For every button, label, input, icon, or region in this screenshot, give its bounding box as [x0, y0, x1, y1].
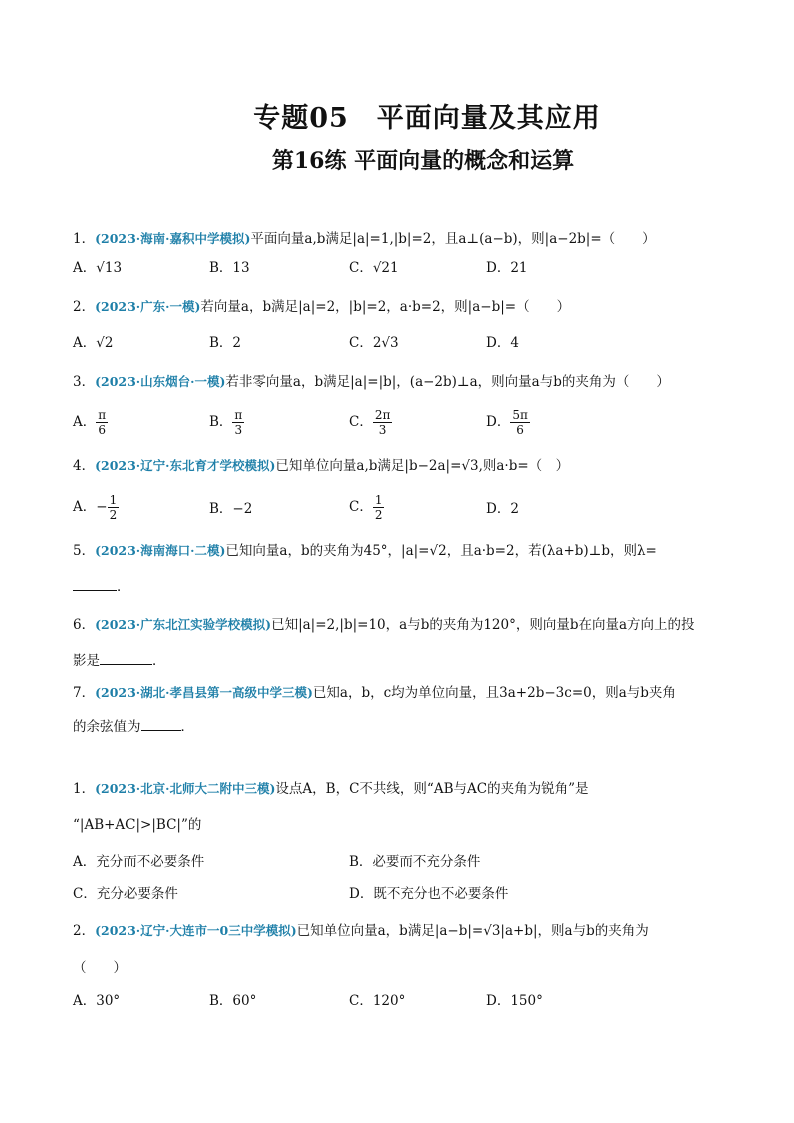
question-text: 设点A，B，C不共线，则“AB与AC的夹角为锐角”是	[275, 781, 589, 797]
part2-question-2-line2: （ ）	[73, 960, 127, 976]
question-source: (2023·广东北江实验学校模拟)	[95, 617, 272, 632]
fraction: $\frac{\pi}{6}$	[98, 408, 107, 437]
option-b: B． $\frac{\pi}{3}$	[209, 408, 243, 437]
question-7: 7．(2023·湖北·孝昌县第一高级中学三模)已知a，b，c均为单位向量，且3a+2b−3c=0，则a与b夹角	[73, 685, 676, 701]
option-b: B．−2	[209, 501, 253, 517]
question-text: 已知单位向量a，b满足|a−b|=√3|a+b|，则a与b的夹角为	[296, 923, 649, 939]
option-c: C． $\frac{1}{2}$	[349, 493, 383, 522]
part2-question-1: 1．(2023·北京·北师大二附中三模)设点A，B，C不共线，则“AB与AC的夹角为锐角”是	[73, 781, 589, 797]
question-source: (2023·广东·一模)	[95, 299, 201, 314]
question-5: 5．(2023·海南海口·二模)已知向量a，b的夹角为45°，|a|=√2，且a·b=2，若(λa+b)⊥b，则λ=	[73, 543, 657, 559]
part2-question-2: 2．(2023·辽宁·大连市一0三中学模拟)已知单位向量a，b满足|a−b|=√3|a+b|，则a与b的夹角为	[73, 923, 649, 939]
fraction: $\frac{2\pi}{3}$	[374, 408, 391, 437]
option-c: C． $\frac{2\pi}{3}$	[349, 408, 391, 437]
option-d: D． $\frac{5\pi}{6}$	[486, 408, 528, 437]
question-text: 若非零向量a，b满足|a|=|b|，(a−2b)⊥a，则向量a与b的夹角为（ ）	[225, 374, 670, 390]
question-2-options	[73, 331, 733, 357]
option-b: B．必要而不充分条件	[349, 854, 481, 870]
option-c: C．120°	[349, 993, 406, 1009]
question-source: (2023·北京·北师大二附中三模)	[95, 781, 276, 796]
option-d: D．4	[486, 335, 519, 351]
question-text: 已知|a|=2,|b|=10，a与b的夹角为120°，则向量b在向量a方向上的投	[271, 617, 695, 633]
question-6: 6．(2023·广东北江实验学校模拟)已知|a|=2,|b|=10，a与b的夹角为120°，则向量b在向量a方向上的投	[73, 617, 695, 633]
question-3-options	[73, 408, 733, 442]
answer-blank[interactable]	[141, 716, 181, 731]
option-a: A．√2	[73, 335, 114, 351]
question-source: (2023·湖北·孝昌县第一高级中学三模)	[95, 685, 313, 700]
question-4: 4．(2023·辽宁·东北育才学校模拟)已知单位向量a,b满足|b−2a|=√3,则a·b=（ ）	[73, 458, 570, 474]
fraction: $\frac{1}{2}$	[109, 493, 118, 522]
part2-question-1-options-row2	[73, 882, 733, 908]
option-d: D．21	[486, 260, 528, 276]
question-text: 已知单位向量a,b满足|b−2a|=√3,则a·b=（ ）	[275, 458, 570, 474]
fraction: $\frac{5\pi}{6}$	[512, 408, 528, 437]
option-b: B．60°	[209, 993, 257, 1009]
question-5-answer-line: ．	[73, 574, 733, 600]
option-a: A．30°	[73, 993, 121, 1009]
option-c: C．充分必要条件	[73, 886, 178, 902]
question-3: 3．(2023·山东烟台·一模)若非零向量a，b满足|a|=|b|，(a−2b)⊥a，则向量a与b的夹角为（ ）	[73, 374, 670, 390]
question-1-options	[73, 256, 733, 282]
page-title: 专题05 平面向量及其应用	[253, 103, 601, 134]
fraction: $\frac{\pi}{3}$	[234, 408, 243, 437]
question-source: (2023·海南海口·二模)	[95, 543, 226, 558]
question-source: (2023·辽宁·大连市一0三中学模拟)	[95, 923, 297, 938]
question-6-answer-line: 影是 ．	[73, 648, 733, 674]
question-source: (2023·辽宁·东北育才学校模拟)	[95, 458, 276, 473]
option-d: D．2	[486, 501, 519, 517]
question-source: (2023·山东烟台·一模)	[95, 374, 226, 389]
answer-blank[interactable]	[100, 650, 152, 665]
option-b: B．2	[209, 335, 242, 351]
question-7-answer-line: 的余弦值为 ．	[73, 714, 733, 740]
option-d: D．150°	[486, 993, 543, 1009]
question-text: 平面向量a,b满足|a|=1,|b|=2，且a⊥(a−b)，则|a−2b|=（ ）	[250, 231, 656, 247]
question-text: 若向量a，b满足|a|=2，|b|=2，a·b=2，则|a−b|=（ ）	[200, 299, 571, 315]
option-c: C．2√3	[349, 335, 399, 351]
page-subtitle: 第16练 平面向量的概念和运算	[271, 148, 575, 174]
question-source: (2023·海南·嘉积中学模拟)	[95, 231, 251, 246]
option-a: A．充分而不必要条件	[73, 854, 205, 870]
part2-question-2-options	[73, 989, 733, 1015]
option-b: B．13	[209, 260, 250, 276]
part2-question-1-line2: “|AB+AC|>|BC|”的	[73, 817, 202, 833]
option-d: D．既不充分也不必要条件	[349, 886, 509, 902]
option-c: C．√21	[349, 260, 399, 276]
question-text: 已知a，b，c均为单位向量，且3a+2b−3c=0，则a与b夹角	[312, 685, 676, 701]
option-a: A． $\frac{\pi}{6}$	[73, 408, 107, 437]
question-2: 2．(2023·广东·一模)若向量a，b满足|a|=2，|b|=2，a·b=2，则|a−b|=（ ）	[73, 299, 571, 315]
part2-question-1-options-row1	[73, 850, 733, 876]
option-a: A．− $\frac{1}{2}$	[73, 493, 118, 522]
answer-blank[interactable]	[73, 576, 117, 591]
fraction: $\frac{1}{2}$	[374, 493, 383, 522]
question-4-options	[73, 493, 733, 527]
option-a: A．√13	[73, 260, 123, 276]
question-1: 1．(2023·海南·嘉积中学模拟)平面向量a,b满足|a|=1,|b|=2，且a⊥(a−b)，则|a−2b|=（ ）	[73, 231, 656, 247]
question-text: 已知向量a，b的夹角为45°，|a|=√2，且a·b=2，若(λa+b)⊥b，则λ=	[225, 543, 657, 559]
